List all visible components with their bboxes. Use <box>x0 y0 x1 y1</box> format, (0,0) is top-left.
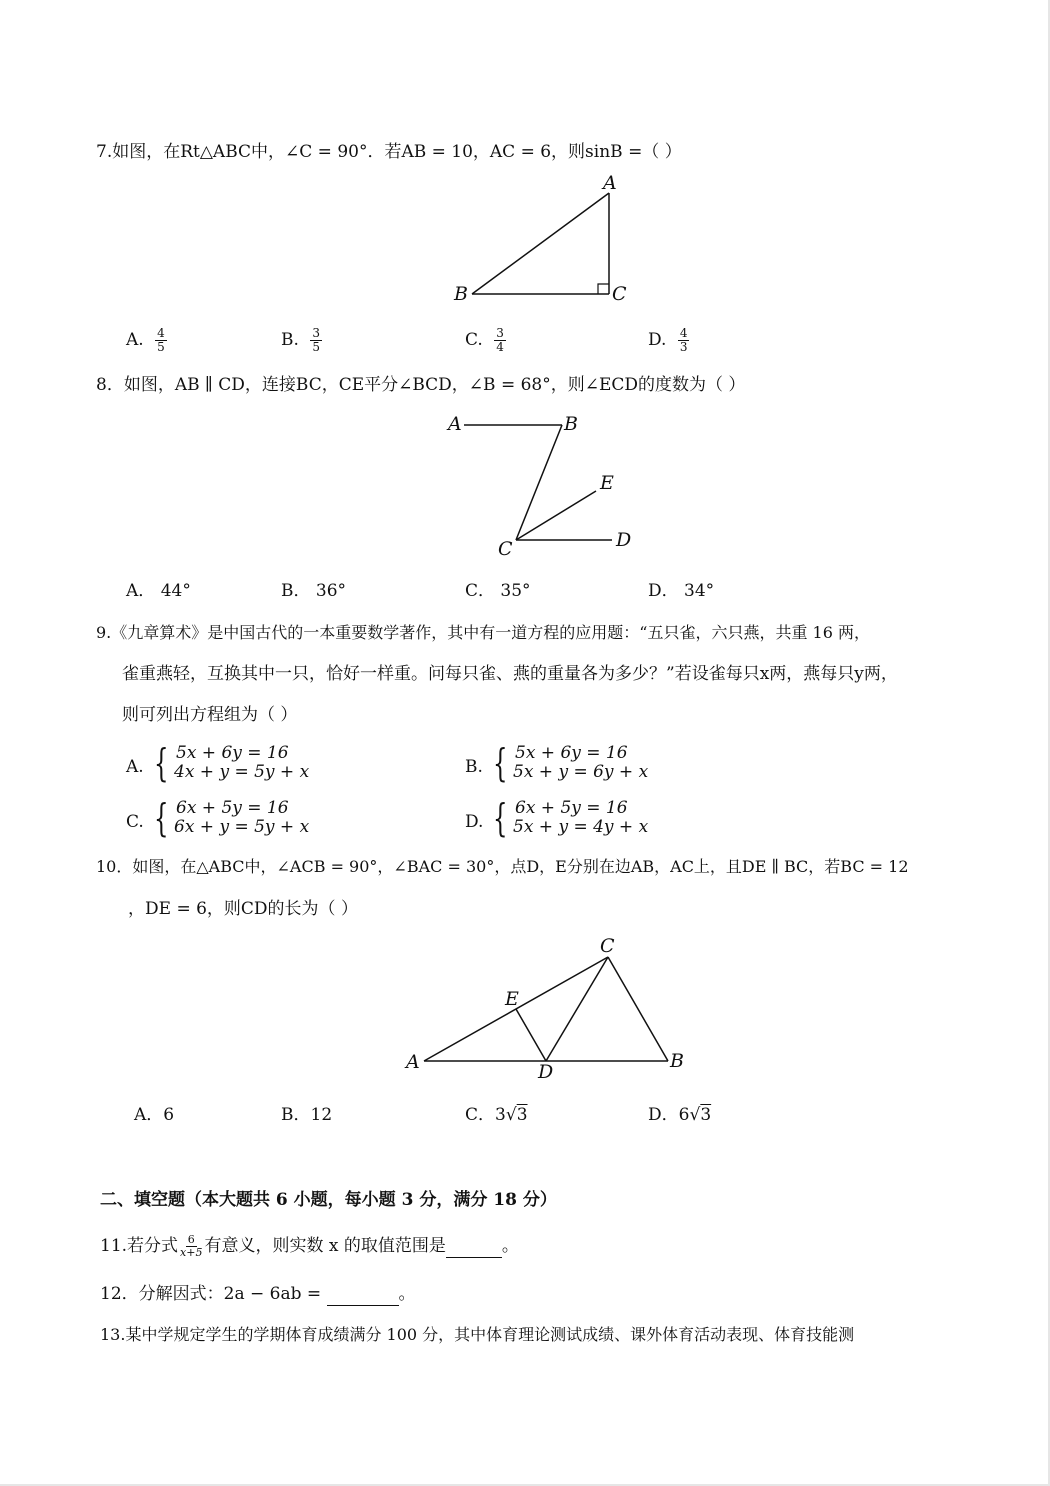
question-11 <box>100 1234 519 1259</box>
equation-2: 5x + y = 6y + x <box>513 762 649 782</box>
equation-system <box>174 799 309 837</box>
option-label: D. <box>648 330 667 350</box>
question-8-text: 8．如图，AB ∥ CD，连接BC，CE平分∠BCD，∠B = 68°，则∠ECD的度数为（ ） <box>96 375 746 395</box>
question-10-figure <box>400 930 700 1085</box>
question-11-prefix: 11.若分式 <box>100 1236 179 1256</box>
denominator: x+5 <box>180 1246 203 1259</box>
point-label-e: E <box>505 988 519 1010</box>
question-13-text: 13.某中学规定学生的学期体育成绩满分 100 分，其中体育理论测试成绩、课外体育活动表现、体育技能测 <box>100 1325 855 1344</box>
point-label-a: A <box>603 172 617 194</box>
option-label: A. <box>126 330 144 350</box>
option-value: 6 <box>163 1105 175 1125</box>
left-brace: { <box>493 741 508 785</box>
question-9-option-b[interactable] <box>465 741 765 786</box>
question-10-line-2: ，DE = 6，则CD的长为（ ） <box>128 899 358 919</box>
question-12-prefix: 12．分解因式：2a − 6ab = <box>100 1284 327 1304</box>
denominator: 5 <box>312 340 320 354</box>
numerator: 3 <box>312 326 320 340</box>
option-label: B． <box>281 1105 311 1125</box>
section-2-title: 二、填空题（本大题共 6 小题，每小题 3 分，满分 18 分） <box>100 1190 557 1210</box>
question-7-figure <box>440 170 640 310</box>
sqrt-sign: √ <box>505 1105 517 1125</box>
point-label-d: D <box>616 529 632 551</box>
option-label: D． <box>648 1105 679 1125</box>
question-7-option-c[interactable] <box>465 327 506 354</box>
point-label-b: B <box>564 413 578 435</box>
option-label: B. <box>281 330 299 350</box>
option-radicand: 3 <box>700 1105 712 1125</box>
option-label: A． <box>126 581 156 601</box>
question-10-line-1: 10．如图，在△ABC中，∠ACB = 90°，∠BAC = 30°，点D，E分别在边AB，AC上，且DE ∥ BC，若BC = 12 <box>96 857 909 876</box>
option-label: B． <box>281 581 311 601</box>
point-label-c: C <box>498 538 513 560</box>
option-value: 35° <box>500 581 531 601</box>
fraction <box>678 327 690 354</box>
question-9-option-d[interactable] <box>465 796 765 841</box>
option-label: D． <box>648 581 679 601</box>
fraction <box>155 327 167 354</box>
question-7-text: 7.如图，在Rt△ABC中，∠C = 90°．若AB = 10，AC = 6，则sinB =（ ） <box>96 142 682 162</box>
equation-1: 6x + 5y = 16 <box>176 798 289 818</box>
option-label: C. <box>465 330 483 350</box>
fraction <box>494 327 506 354</box>
question-9-option-a[interactable] <box>126 741 426 786</box>
question-11-end: 。 <box>501 1236 519 1256</box>
denominator: 4 <box>496 340 504 354</box>
left-brace: { <box>154 796 169 840</box>
answer-blank[interactable] <box>327 1283 399 1306</box>
equation-system <box>174 744 309 782</box>
question-10-option-b[interactable] <box>281 1104 332 1126</box>
option-value: 44° <box>160 581 191 601</box>
question-12 <box>100 1283 416 1306</box>
equation-system <box>513 799 648 837</box>
question-7-option-b[interactable] <box>281 327 322 354</box>
point-label-b: B <box>670 1050 684 1072</box>
equation-1: 6x + 5y = 16 <box>515 798 628 818</box>
equation-2: 4x + y = 5y + x <box>174 762 310 782</box>
equation-2: 5x + y = 4y + x <box>513 817 649 837</box>
question-9-line-1: 9.《九章算术》是中国古代的一本重要数学著作，其中有一道方程的应用题：“五只雀，六只燕，共重 16 两， <box>96 623 870 642</box>
point-label-a: A <box>448 413 462 435</box>
point-label-e: E <box>600 472 614 494</box>
option-coefficient: 3 <box>495 1105 506 1125</box>
question-11-suffix: 有意义，则实数 x 的取值范围是 <box>204 1236 446 1256</box>
equation-1: 5x + 6y = 16 <box>176 743 289 763</box>
question-7-option-d[interactable] <box>648 327 689 354</box>
question-8-option-d[interactable] <box>648 580 714 602</box>
question-10-option-c[interactable] <box>465 1104 528 1126</box>
equation-1: 5x + 6y = 16 <box>515 743 628 763</box>
option-label: B. <box>465 757 483 777</box>
fraction <box>310 327 322 354</box>
question-10-option-a[interactable] <box>134 1104 174 1126</box>
point-label-d: D <box>538 1061 554 1083</box>
option-label: D. <box>465 812 484 832</box>
option-label: C． <box>465 1105 496 1125</box>
question-10-option-d[interactable] <box>648 1104 711 1126</box>
question-8-figure <box>440 405 650 565</box>
left-brace: { <box>493 796 508 840</box>
denominator: 3 <box>679 340 688 354</box>
fraction <box>178 1234 204 1259</box>
point-label-c: C <box>600 935 615 957</box>
question-8-option-c[interactable] <box>465 580 531 602</box>
option-coefficient: 6 <box>678 1105 690 1125</box>
numerator: 6 <box>187 1233 195 1246</box>
left-brace: { <box>154 741 169 785</box>
option-value: 12 <box>310 1105 333 1125</box>
question-12-end: 。 <box>398 1284 416 1304</box>
denominator: 5 <box>157 340 165 354</box>
option-radicand: 3 <box>516 1105 528 1125</box>
question-9-option-c[interactable] <box>126 796 426 841</box>
question-7-option-a[interactable] <box>126 327 167 354</box>
question-8-option-a[interactable] <box>126 580 191 602</box>
equation-2: 6x + y = 5y + x <box>174 817 310 837</box>
point-label-b: B <box>454 283 468 305</box>
option-label: C. <box>126 812 144 832</box>
option-label: C． <box>465 581 496 601</box>
question-8-option-b[interactable] <box>281 580 346 602</box>
numerator: 4 <box>157 326 165 340</box>
question-9-line-2: 雀重燕轻，互换其中一只，恰好一样重。问每只雀、燕的重量各为多少？”若设雀每只x两，燕每只y两， <box>122 664 898 684</box>
sqrt-sign: √ <box>689 1105 701 1125</box>
option-value: 36° <box>315 581 347 601</box>
question-9-line-3: 则可列出方程组为（ ） <box>122 705 298 725</box>
point-label-a: A <box>406 1051 420 1073</box>
option-label: A. <box>126 757 144 777</box>
option-value: 34° <box>684 581 715 601</box>
numerator: 3 <box>496 326 504 340</box>
option-label: A． <box>134 1105 164 1125</box>
numerator: 4 <box>679 326 688 340</box>
point-label-c: C <box>612 283 627 305</box>
answer-blank[interactable] <box>446 1235 502 1258</box>
equation-system <box>513 744 648 782</box>
